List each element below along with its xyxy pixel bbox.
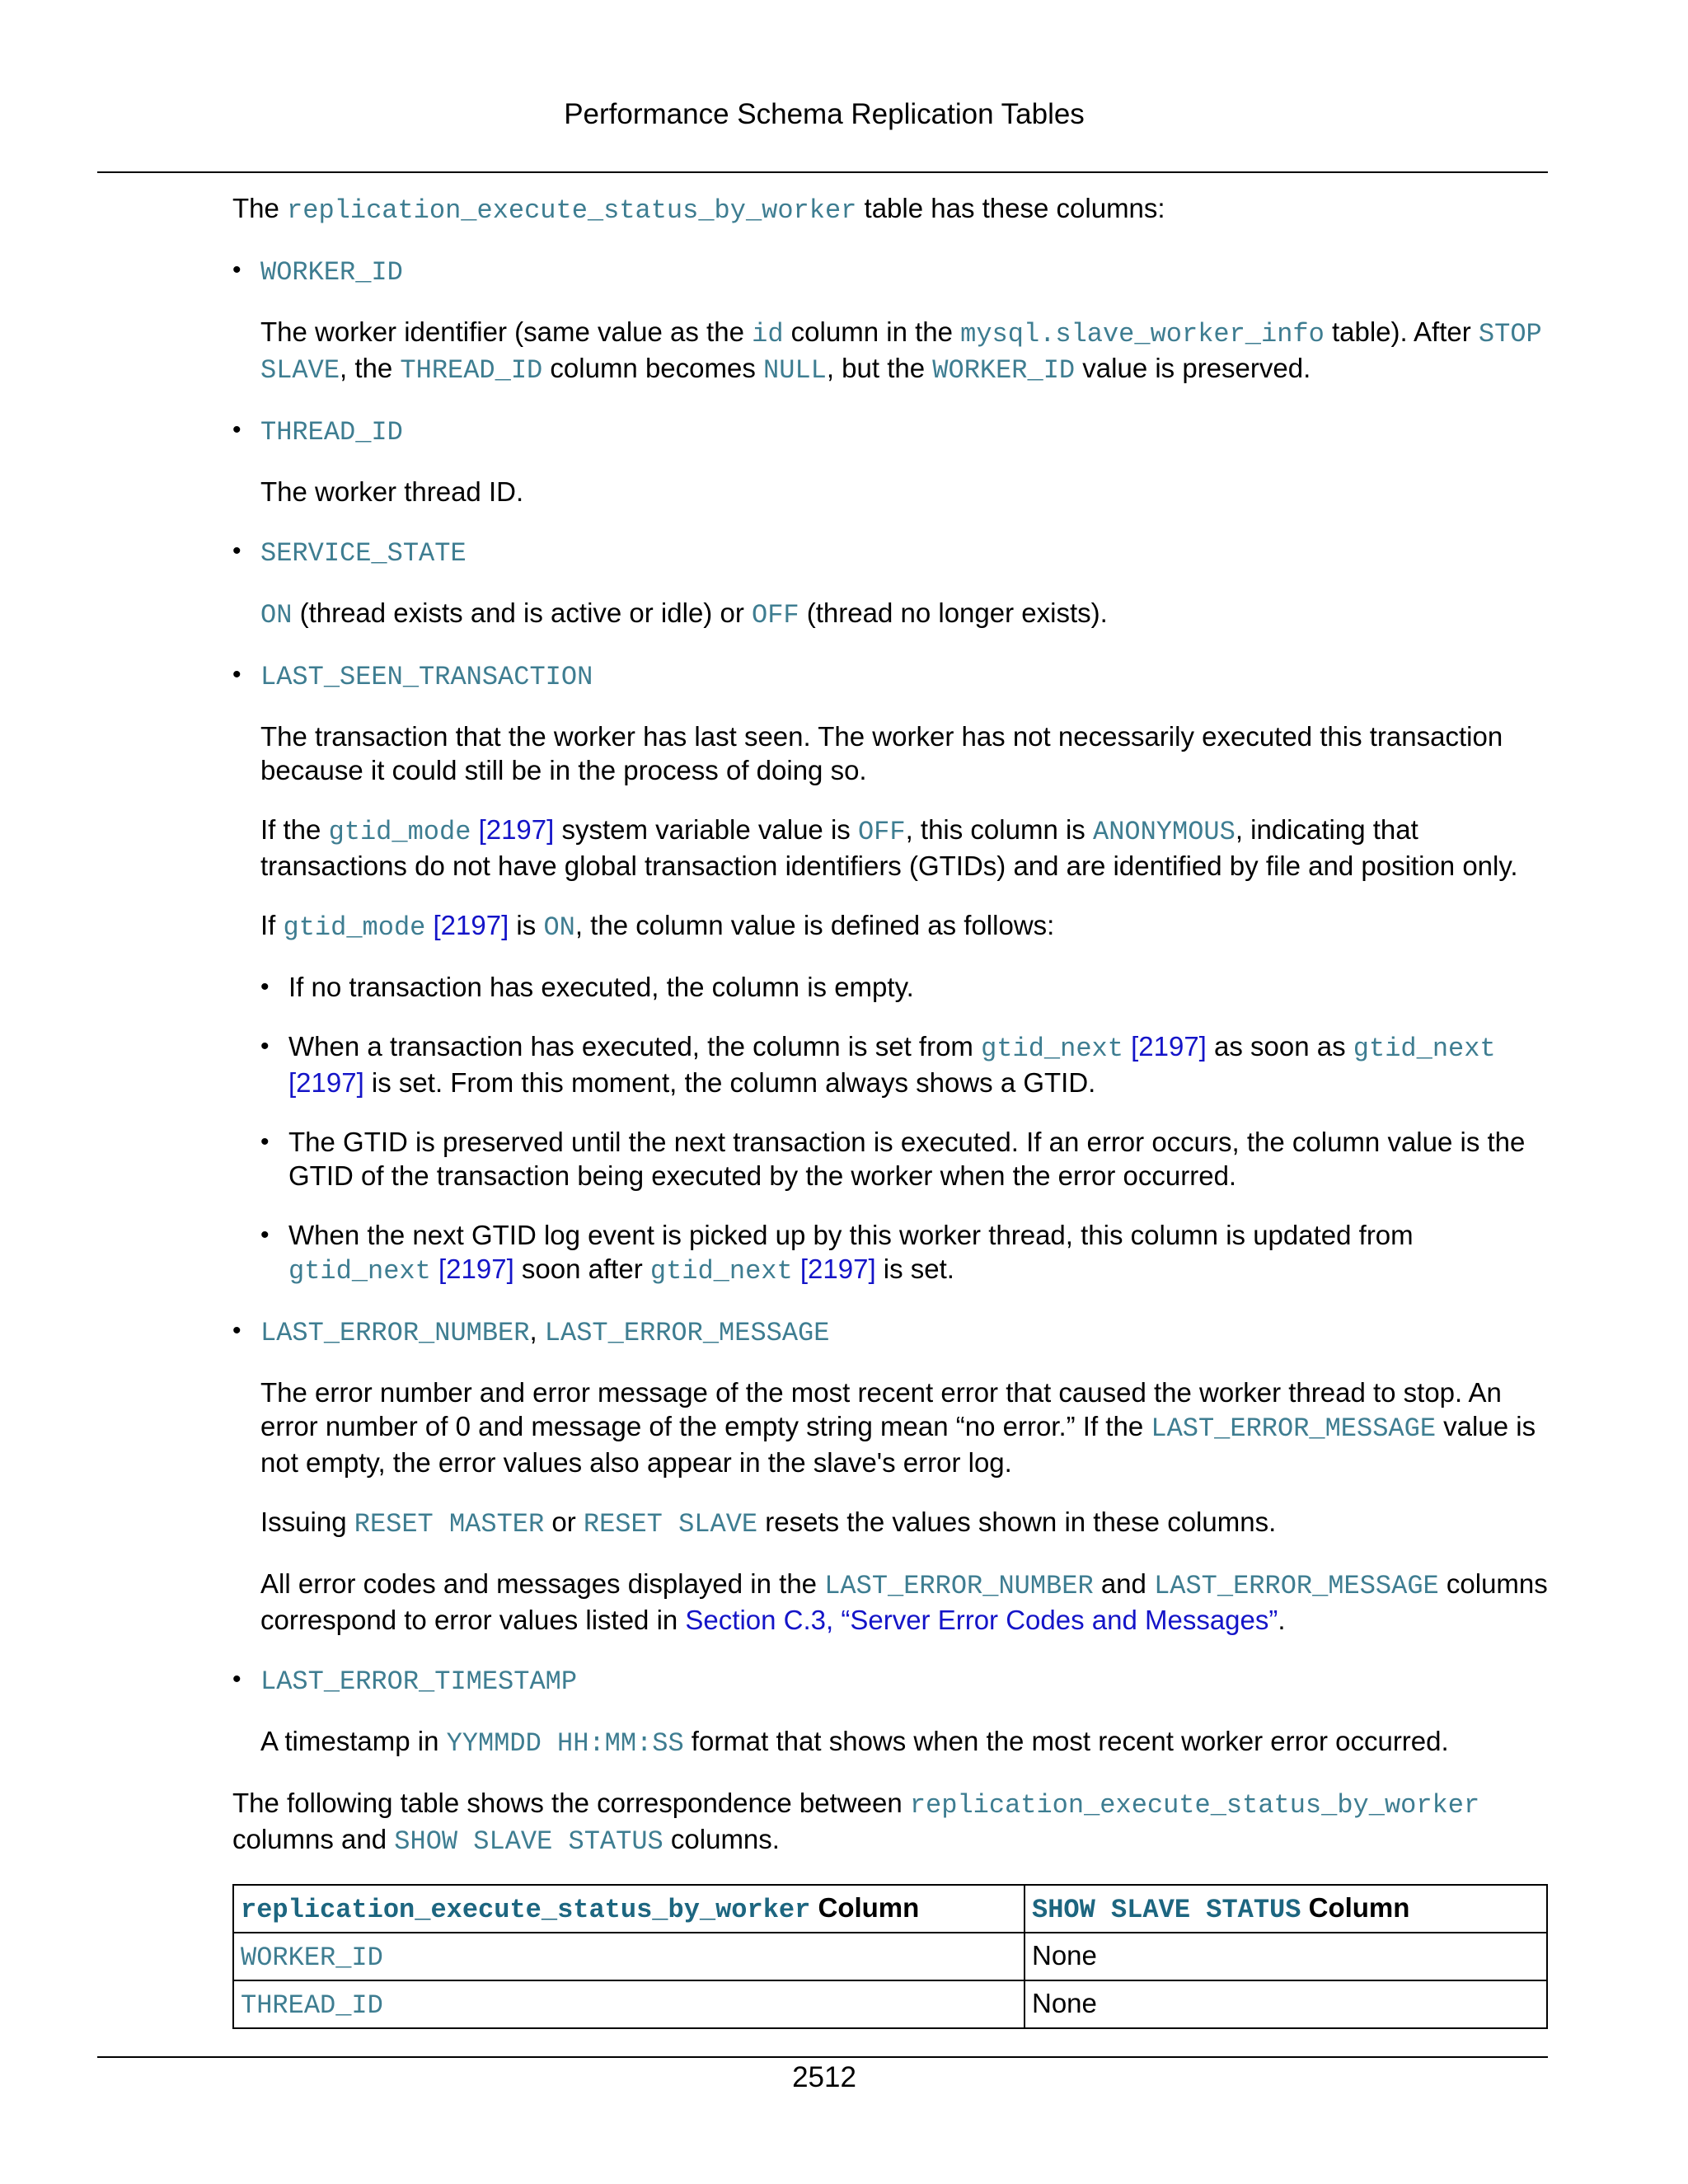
- def-last-error: The error number and error message of the most recent error that caused the worker thread to stop. An error number of 0 and message of the empty string mean “no error.” If the LAST_ERROR_MESSAGE value is not empty, the error values also appear in the slave's error log. Issuing RESET MASTER or RESET SLAVE resets the values shown in these columns. All error codes and messages displayed in the LAST_ERROR_NUMBER and LAST_ERROR_MESSAGE columns correspond to error values listed in Section C.3, “Server Error Codes and Messages”.: [260, 1377, 1548, 1635]
- table-intro-paragraph: The following table shows the correspondence between replication_execute_status_by_worker columns and SHOW SLAVE STATUS columns.: [232, 1788, 1480, 1857]
- term-last-error-timestamp: • LAST_ERROR_TIMESTAMP: [260, 1662, 1551, 1699]
- column-header: replication_execute_status_by_worker Column: [233, 1885, 1025, 1933]
- correspondence-table: [232, 1884, 1548, 2029]
- page-number: 2512: [792, 2061, 856, 2093]
- table-header-row: [233, 1885, 1547, 1933]
- def-thread-id: The worker thread ID.: [260, 476, 524, 507]
- list-item: • If no transaction has executed, the column is empty.: [260, 972, 914, 1002]
- xref-gtid-mode[interactable]: [2197]: [478, 814, 555, 845]
- bullet: •: [232, 1317, 241, 1344]
- term-worker-id: • WORKER_ID: [260, 253, 1551, 289]
- table-row: [233, 1933, 1547, 1980]
- term-last-error: • LAST_ERROR_NUMBER, LAST_ERROR_MESSAGE: [232, 1315, 830, 1348]
- bullet: •: [232, 416, 241, 443]
- table-cell: None: [1025, 1980, 1547, 2028]
- term-service-state: • SERVICE_STATE: [260, 534, 1551, 570]
- table-cell: THREAD_ID: [233, 1980, 1025, 2028]
- def-last-seen-transaction: The transaction that the worker has last seen. The worker has not necessarily executed this transaction because it could still be in the process of doing so. If the gtid_mode [2197] system variable value is OFF, this column is ANONYMOUS, indicating that transactions do not have global transaction identifiers (GTIDs) and are identified by file and position only. If gtid_mode [2197] is ON, the column value is defined as follows: • If no transaction has executed, the column is empty. • When a transaction has executed, the column is set from gtid_next [2197] as soon as gtid_next [2197] is set. From this moment, the column always shows a GTID. • The GTID is preserved until the next transaction is executed. If an error occurs, the column value is the GTID of the transaction being executed by the worker when the error occurred. • When the next GTID log event is picked up by this worker thread, this column is updated from gtid_next [2197] soon after gtid_next [2197] is set.: [260, 719, 1551, 1288]
- header-rule: [97, 171, 1548, 173]
- table-row: [233, 1980, 1547, 2028]
- xref-gtid-next[interactable]: [2197]: [799, 1254, 876, 1284]
- bullet: •: [232, 256, 241, 284]
- term-last-seen-transaction: • LAST_SEEN_TRANSACTION: [260, 658, 1551, 694]
- page-content: [232, 191, 1551, 2029]
- bullet: •: [232, 661, 241, 688]
- running-header: Performance Schema Replication Tables: [564, 98, 1085, 130]
- table-cell: WORKER_ID: [233, 1933, 1025, 1980]
- def-last-error-timestamp: A timestamp in YYMMDD HH:MM:SS format that shows when the most recent worker error occurred.: [260, 1726, 1449, 1759]
- bullet: •: [232, 1666, 241, 1693]
- table-name-code: replication_execute_status_by_worker: [287, 195, 857, 226]
- xref-server-error-codes[interactable]: Section C.3, “Server Error Codes and Messages”: [685, 1605, 1278, 1635]
- term-thread-id: • THREAD_ID: [260, 413, 1551, 449]
- table-cell: None: [1025, 1933, 1547, 1980]
- xref-gtid-mode[interactable]: [2197]: [433, 910, 509, 940]
- def-worker-id: The worker identifier (same value as the id column in the mysql.slave_worker_info table). After STOP SLAVE, the THREAD_ID column becomes NULL, but the WORKER_ID value is preserved.: [260, 316, 1542, 386]
- list-item: • When the next GTID log event is picked up by this worker thread, this column is updated from gtid_next [2197] soon after gtid_next [2197] is set.: [260, 1220, 1414, 1286]
- xref-gtid-next[interactable]: [2197]: [438, 1254, 514, 1284]
- intro-paragraph: The replication_execute_status_by_worker table has these columns:: [232, 193, 1165, 226]
- bullet: •: [232, 537, 241, 565]
- column-header: SHOW SLAVE STATUS Column: [1025, 1885, 1547, 1933]
- def-service-state: ON (thread exists and is active or idle) or OFF (thread no longer exists).: [260, 598, 1108, 630]
- list-item: • The GTID is preserved until the next transaction is executed. If an error occurs, the column value is the GTID of the transaction being executed by the worker when the error occurred.: [260, 1127, 1526, 1191]
- xref-gtid-next[interactable]: [2197]: [288, 1067, 364, 1098]
- gtid-rules-list: [260, 970, 1551, 1288]
- xref-gtid-next[interactable]: [2197]: [1131, 1031, 1207, 1062]
- list-item: • When a transaction has executed, the column is set from gtid_next [2197] as soon as gtid_next [2197] is set. From this moment, the column always shows a GTID.: [260, 1031, 1496, 1098]
- footer-rule: [97, 2056, 1548, 2058]
